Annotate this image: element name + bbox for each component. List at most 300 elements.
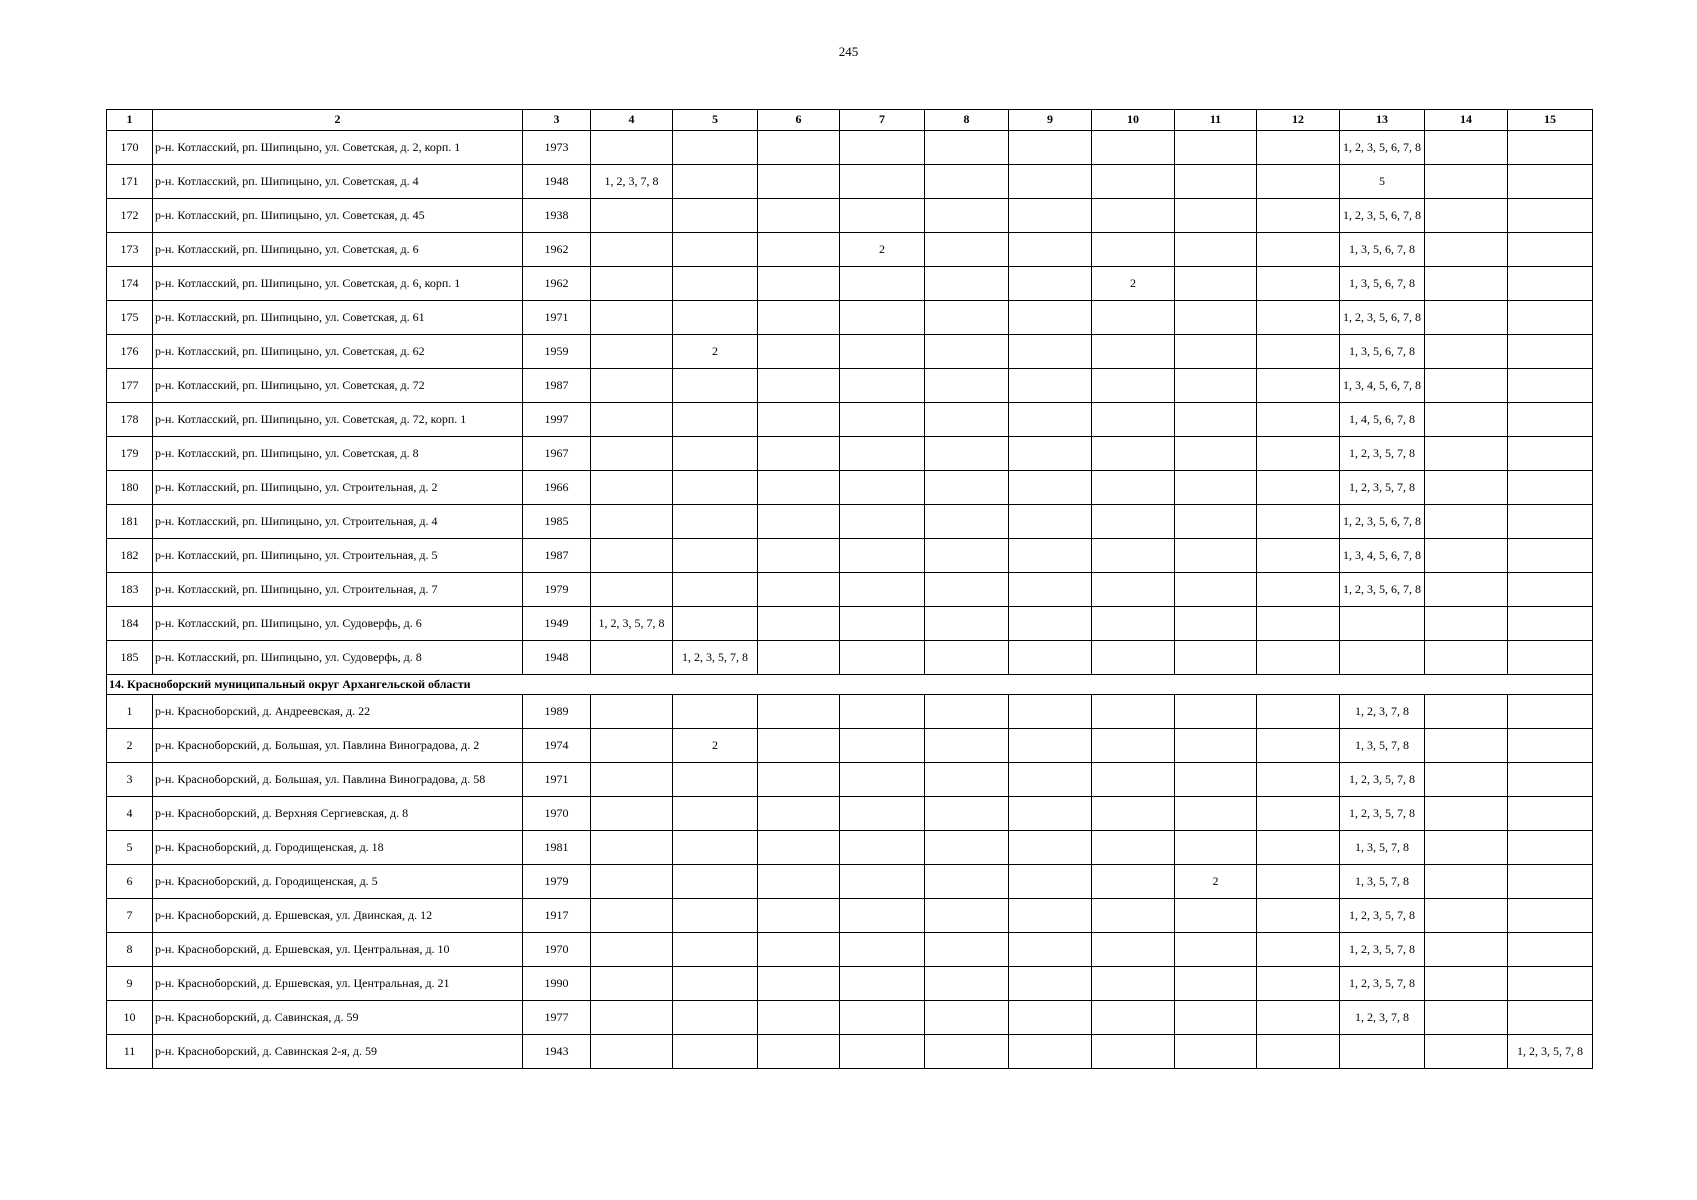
row-number-cell: 184	[107, 607, 153, 641]
column-11-cell	[1175, 967, 1257, 1001]
column-13-cell: 1, 3, 4, 5, 6, 7, 8	[1340, 539, 1425, 573]
year-cell: 1970	[523, 797, 591, 831]
column-14-cell	[1425, 607, 1508, 641]
column-13-cell: 1, 3, 5, 6, 7, 8	[1340, 233, 1425, 267]
column-11-cell	[1175, 1001, 1257, 1035]
column-4-cell	[591, 865, 673, 899]
row-number-cell: 5	[107, 831, 153, 865]
column-14-cell	[1425, 505, 1508, 539]
column-7-cell	[840, 933, 925, 967]
column-4-cell	[591, 301, 673, 335]
column-header-3: 3	[523, 110, 591, 131]
column-14-cell	[1425, 369, 1508, 403]
column-4-cell	[591, 797, 673, 831]
column-5-cell	[673, 865, 758, 899]
year-cell: 1987	[523, 369, 591, 403]
column-8-cell	[925, 1035, 1009, 1069]
column-5-cell	[673, 505, 758, 539]
year-cell: 1989	[523, 695, 591, 729]
column-11-cell	[1175, 763, 1257, 797]
column-12-cell	[1257, 267, 1340, 301]
address-cell: р-н. Красноборский, д. Ершевская, ул. Двинская, д. 12	[153, 899, 523, 933]
column-5-cell	[673, 301, 758, 335]
column-13-cell	[1340, 1035, 1425, 1069]
column-8-cell	[925, 831, 1009, 865]
column-14-cell	[1425, 199, 1508, 233]
column-8-cell	[925, 573, 1009, 607]
column-15-cell	[1508, 199, 1593, 233]
column-11-cell	[1175, 695, 1257, 729]
year-cell: 1917	[523, 899, 591, 933]
column-10-cell	[1092, 831, 1175, 865]
address-cell: р-н. Котласский, рп. Шипицыно, ул. Советская, д. 45	[153, 199, 523, 233]
column-11-cell	[1175, 933, 1257, 967]
column-14-cell	[1425, 403, 1508, 437]
column-15-cell	[1508, 831, 1593, 865]
column-15-cell	[1508, 899, 1593, 933]
column-13-cell: 1, 3, 4, 5, 6, 7, 8	[1340, 369, 1425, 403]
column-13-cell	[1340, 607, 1425, 641]
column-11-cell	[1175, 607, 1257, 641]
column-11-cell	[1175, 437, 1257, 471]
column-10-cell	[1092, 437, 1175, 471]
column-12-cell	[1257, 641, 1340, 675]
column-6-cell	[758, 403, 840, 437]
column-15-cell	[1508, 573, 1593, 607]
column-15-cell	[1508, 437, 1593, 471]
column-13-cell: 5	[1340, 165, 1425, 199]
row-number-cell: 1	[107, 695, 153, 729]
year-cell: 1997	[523, 403, 591, 437]
address-cell: р-н. Красноборский, д. Ершевская, ул. Центральная, д. 21	[153, 967, 523, 1001]
column-6-cell	[758, 233, 840, 267]
column-9-cell	[1009, 267, 1092, 301]
column-13-cell: 1, 2, 3, 5, 7, 8	[1340, 967, 1425, 1001]
table-row	[107, 335, 1593, 369]
year-cell: 1973	[523, 131, 591, 165]
column-13-cell: 1, 2, 3, 5, 6, 7, 8	[1340, 505, 1425, 539]
column-10-cell	[1092, 539, 1175, 573]
column-8-cell	[925, 437, 1009, 471]
column-6-cell	[758, 471, 840, 505]
year-cell: 1962	[523, 267, 591, 301]
column-5-cell	[673, 573, 758, 607]
row-number-cell: 185	[107, 641, 153, 675]
row-number-cell: 172	[107, 199, 153, 233]
table-row	[107, 967, 1593, 1001]
column-10-cell	[1092, 797, 1175, 831]
column-8-cell	[925, 539, 1009, 573]
row-number-cell: 178	[107, 403, 153, 437]
table-row	[107, 899, 1593, 933]
column-12-cell	[1257, 797, 1340, 831]
column-6-cell	[758, 1035, 840, 1069]
column-15-cell	[1508, 301, 1593, 335]
address-cell: р-н. Котласский, рп. Шипицыно, ул. Советская, д. 2, корп. 1	[153, 131, 523, 165]
column-8-cell	[925, 301, 1009, 335]
column-15-cell	[1508, 729, 1593, 763]
column-8-cell	[925, 471, 1009, 505]
column-8-cell	[925, 165, 1009, 199]
column-11-cell	[1175, 471, 1257, 505]
column-11-cell	[1175, 641, 1257, 675]
column-8-cell	[925, 797, 1009, 831]
year-cell: 1938	[523, 199, 591, 233]
column-8-cell	[925, 763, 1009, 797]
column-9-cell	[1009, 165, 1092, 199]
column-11-cell	[1175, 199, 1257, 233]
column-12-cell	[1257, 233, 1340, 267]
column-4-cell: 1, 2, 3, 7, 8	[591, 165, 673, 199]
column-7-cell	[840, 797, 925, 831]
column-11-cell	[1175, 165, 1257, 199]
column-13-cell: 1, 2, 3, 5, 7, 8	[1340, 437, 1425, 471]
address-cell: р-н. Котласский, рп. Шипицыно, ул. Строительная, д. 7	[153, 573, 523, 607]
column-4-cell	[591, 1035, 673, 1069]
column-13-cell: 1, 2, 3, 5, 6, 7, 8	[1340, 301, 1425, 335]
column-10-cell	[1092, 131, 1175, 165]
column-13-cell: 1, 2, 3, 5, 6, 7, 8	[1340, 131, 1425, 165]
column-9-cell	[1009, 729, 1092, 763]
column-8-cell	[925, 369, 1009, 403]
column-5-cell	[673, 131, 758, 165]
column-4-cell	[591, 695, 673, 729]
address-cell: р-н. Красноборский, д. Савинская 2-я, д. 59	[153, 1035, 523, 1069]
column-10-cell	[1092, 369, 1175, 403]
column-6-cell	[758, 505, 840, 539]
column-6-cell	[758, 729, 840, 763]
row-number-cell: 176	[107, 335, 153, 369]
column-13-cell: 1, 3, 5, 6, 7, 8	[1340, 335, 1425, 369]
column-7-cell	[840, 641, 925, 675]
column-10-cell	[1092, 933, 1175, 967]
column-11-cell: 2	[1175, 865, 1257, 899]
column-15-cell	[1508, 933, 1593, 967]
column-5-cell	[673, 403, 758, 437]
column-10-cell	[1092, 1035, 1175, 1069]
column-7-cell	[840, 695, 925, 729]
column-4-cell	[591, 1001, 673, 1035]
column-header-12: 12	[1257, 110, 1340, 131]
column-11-cell	[1175, 403, 1257, 437]
column-header-5: 5	[673, 110, 758, 131]
column-5-cell	[673, 369, 758, 403]
column-14-cell	[1425, 573, 1508, 607]
address-cell: р-н. Котласский, рп. Шипицыно, ул. Советская, д. 6	[153, 233, 523, 267]
year-cell: 1990	[523, 967, 591, 1001]
column-4-cell	[591, 369, 673, 403]
column-15-cell	[1508, 865, 1593, 899]
column-15-cell	[1508, 131, 1593, 165]
column-15-cell	[1508, 797, 1593, 831]
year-cell: 1943	[523, 1035, 591, 1069]
column-5-cell	[673, 199, 758, 233]
column-10-cell	[1092, 763, 1175, 797]
row-number-cell: 179	[107, 437, 153, 471]
column-header-6: 6	[758, 110, 840, 131]
address-cell: р-н. Котласский, рп. Шипицыно, ул. Советская, д. 72, корп. 1	[153, 403, 523, 437]
column-header-8: 8	[925, 110, 1009, 131]
address-cell: р-н. Котласский, рп. Шипицыно, ул. Советская, д. 6, корп. 1	[153, 267, 523, 301]
row-number-cell: 175	[107, 301, 153, 335]
table-row	[107, 233, 1593, 267]
column-7-cell	[840, 199, 925, 233]
column-15-cell	[1508, 539, 1593, 573]
column-9-cell	[1009, 335, 1092, 369]
column-9-cell	[1009, 403, 1092, 437]
column-7-cell	[840, 471, 925, 505]
address-cell: р-н. Котласский, рп. Шипицыно, ул. Строительная, д. 5	[153, 539, 523, 573]
column-14-cell	[1425, 967, 1508, 1001]
column-11-cell	[1175, 899, 1257, 933]
column-4-cell	[591, 403, 673, 437]
column-11-cell	[1175, 233, 1257, 267]
column-6-cell	[758, 369, 840, 403]
column-6-cell	[758, 301, 840, 335]
row-number-cell: 174	[107, 267, 153, 301]
year-cell: 1985	[523, 505, 591, 539]
column-4-cell	[591, 505, 673, 539]
column-9-cell	[1009, 471, 1092, 505]
column-9-cell	[1009, 131, 1092, 165]
column-12-cell	[1257, 539, 1340, 573]
table-row	[107, 437, 1593, 471]
column-header-2: 2	[153, 110, 523, 131]
column-11-cell	[1175, 369, 1257, 403]
column-7-cell	[840, 1035, 925, 1069]
address-cell: р-н. Котласский, рп. Шипицыно, ул. Советская, д. 61	[153, 301, 523, 335]
year-cell: 1948	[523, 165, 591, 199]
column-13-cell	[1340, 641, 1425, 675]
column-12-cell	[1257, 573, 1340, 607]
column-10-cell	[1092, 471, 1175, 505]
column-13-cell: 1, 3, 5, 7, 8	[1340, 831, 1425, 865]
column-13-cell: 1, 2, 3, 7, 8	[1340, 1001, 1425, 1035]
column-4-cell	[591, 573, 673, 607]
column-5-cell: 1, 2, 3, 5, 7, 8	[673, 641, 758, 675]
column-12-cell	[1257, 199, 1340, 233]
table-row	[107, 729, 1593, 763]
address-cell: р-н. Красноборский, д. Большая, ул. Павлина Виноградова, д. 2	[153, 729, 523, 763]
column-14-cell	[1425, 797, 1508, 831]
column-9-cell	[1009, 301, 1092, 335]
column-9-cell	[1009, 233, 1092, 267]
column-6-cell	[758, 131, 840, 165]
column-11-cell	[1175, 729, 1257, 763]
column-14-cell	[1425, 641, 1508, 675]
column-14-cell	[1425, 335, 1508, 369]
column-5-cell	[673, 267, 758, 301]
column-13-cell: 1, 2, 3, 7, 8	[1340, 695, 1425, 729]
column-12-cell	[1257, 1001, 1340, 1035]
column-9-cell	[1009, 539, 1092, 573]
column-14-cell	[1425, 1035, 1508, 1069]
column-7-cell	[840, 831, 925, 865]
column-12-cell	[1257, 471, 1340, 505]
column-5-cell	[673, 695, 758, 729]
column-10-cell: 2	[1092, 267, 1175, 301]
row-number-cell: 170	[107, 131, 153, 165]
column-header-14: 14	[1425, 110, 1508, 131]
column-5-cell	[673, 539, 758, 573]
row-number-cell: 171	[107, 165, 153, 199]
column-10-cell	[1092, 1001, 1175, 1035]
column-5-cell	[673, 763, 758, 797]
column-14-cell	[1425, 267, 1508, 301]
column-14-cell	[1425, 729, 1508, 763]
column-13-cell: 1, 2, 3, 5, 7, 8	[1340, 471, 1425, 505]
address-cell: р-н. Котласский, рп. Шипицыно, ул. Советская, д. 62	[153, 335, 523, 369]
column-13-cell: 1, 3, 5, 7, 8	[1340, 729, 1425, 763]
column-6-cell	[758, 865, 840, 899]
column-5-cell: 2	[673, 335, 758, 369]
column-5-cell	[673, 233, 758, 267]
column-6-cell	[758, 437, 840, 471]
column-9-cell	[1009, 933, 1092, 967]
column-12-cell	[1257, 301, 1340, 335]
row-number-cell: 173	[107, 233, 153, 267]
column-header-13: 13	[1340, 110, 1425, 131]
table-row	[107, 539, 1593, 573]
column-6-cell	[758, 763, 840, 797]
column-8-cell	[925, 899, 1009, 933]
year-cell: 1967	[523, 437, 591, 471]
column-8-cell	[925, 729, 1009, 763]
column-8-cell	[925, 607, 1009, 641]
column-4-cell	[591, 967, 673, 1001]
address-cell: р-н. Красноборский, д. Верхняя Сергиевская, д. 8	[153, 797, 523, 831]
column-13-cell: 1, 2, 3, 5, 7, 8	[1340, 933, 1425, 967]
column-10-cell	[1092, 233, 1175, 267]
column-11-cell	[1175, 131, 1257, 165]
address-cell: р-н. Котласский, рп. Шипицыно, ул. Советская, д. 72	[153, 369, 523, 403]
table-row	[107, 831, 1593, 865]
column-7-cell	[840, 403, 925, 437]
column-13-cell: 1, 2, 3, 5, 7, 8	[1340, 797, 1425, 831]
row-number-cell: 8	[107, 933, 153, 967]
column-4-cell: 1, 2, 3, 5, 7, 8	[591, 607, 673, 641]
column-8-cell	[925, 505, 1009, 539]
column-5-cell	[673, 797, 758, 831]
column-14-cell	[1425, 899, 1508, 933]
column-11-cell	[1175, 267, 1257, 301]
address-cell: р-н. Котласский, рп. Шипицыно, ул. Советская, д. 4	[153, 165, 523, 199]
table-row	[107, 1035, 1593, 1069]
column-5-cell	[673, 899, 758, 933]
registry-table	[106, 109, 1593, 1069]
column-7-cell	[840, 437, 925, 471]
column-11-cell	[1175, 831, 1257, 865]
address-cell: р-н. Красноборский, д. Большая, ул. Павлина Виноградова, д. 58	[153, 763, 523, 797]
column-4-cell	[591, 933, 673, 967]
table-row	[107, 573, 1593, 607]
column-12-cell	[1257, 899, 1340, 933]
column-14-cell	[1425, 865, 1508, 899]
column-4-cell	[591, 471, 673, 505]
column-7-cell	[840, 165, 925, 199]
column-15-cell	[1508, 695, 1593, 729]
column-12-cell	[1257, 865, 1340, 899]
column-9-cell	[1009, 865, 1092, 899]
address-cell: р-н. Красноборский, д. Ершевская, ул. Центральная, д. 10	[153, 933, 523, 967]
column-header-4: 4	[591, 110, 673, 131]
row-number-cell: 10	[107, 1001, 153, 1035]
table-row	[107, 933, 1593, 967]
table-row	[107, 471, 1593, 505]
column-11-cell	[1175, 335, 1257, 369]
column-8-cell	[925, 131, 1009, 165]
column-12-cell	[1257, 695, 1340, 729]
column-4-cell	[591, 763, 673, 797]
column-10-cell	[1092, 967, 1175, 1001]
column-15-cell	[1508, 763, 1593, 797]
column-14-cell	[1425, 695, 1508, 729]
column-6-cell	[758, 797, 840, 831]
row-number-cell: 6	[107, 865, 153, 899]
column-5-cell	[673, 607, 758, 641]
address-cell: р-н. Котласский, рп. Шипицыно, ул. Судоверфь, д. 8	[153, 641, 523, 675]
table-row	[107, 607, 1593, 641]
column-6-cell	[758, 607, 840, 641]
column-10-cell	[1092, 695, 1175, 729]
column-7-cell	[840, 865, 925, 899]
column-header-1: 1	[107, 110, 153, 131]
column-9-cell	[1009, 797, 1092, 831]
column-12-cell	[1257, 437, 1340, 471]
column-6-cell	[758, 933, 840, 967]
column-15-cell: 1, 2, 3, 5, 7, 8	[1508, 1035, 1593, 1069]
column-12-cell	[1257, 505, 1340, 539]
year-cell: 1979	[523, 865, 591, 899]
year-cell: 1987	[523, 539, 591, 573]
column-12-cell	[1257, 967, 1340, 1001]
column-9-cell	[1009, 641, 1092, 675]
column-8-cell	[925, 199, 1009, 233]
column-header-10: 10	[1092, 110, 1175, 131]
column-13-cell: 1, 2, 3, 5, 6, 7, 8	[1340, 573, 1425, 607]
column-9-cell	[1009, 607, 1092, 641]
column-14-cell	[1425, 1001, 1508, 1035]
column-6-cell	[758, 573, 840, 607]
column-13-cell: 1, 4, 5, 6, 7, 8	[1340, 403, 1425, 437]
column-11-cell	[1175, 539, 1257, 573]
table-row	[107, 763, 1593, 797]
column-12-cell	[1257, 403, 1340, 437]
table-row	[107, 301, 1593, 335]
year-cell: 1977	[523, 1001, 591, 1035]
column-4-cell	[591, 729, 673, 763]
column-12-cell	[1257, 729, 1340, 763]
column-11-cell	[1175, 301, 1257, 335]
column-8-cell	[925, 865, 1009, 899]
column-4-cell	[591, 899, 673, 933]
table-row	[107, 199, 1593, 233]
year-cell: 1949	[523, 607, 591, 641]
column-6-cell	[758, 831, 840, 865]
column-9-cell	[1009, 763, 1092, 797]
column-10-cell	[1092, 865, 1175, 899]
row-number-cell: 7	[107, 899, 153, 933]
column-14-cell	[1425, 471, 1508, 505]
column-header-7: 7	[840, 110, 925, 131]
column-7-cell	[840, 369, 925, 403]
column-5-cell	[673, 1035, 758, 1069]
row-number-cell: 9	[107, 967, 153, 1001]
column-8-cell	[925, 233, 1009, 267]
column-12-cell	[1257, 933, 1340, 967]
column-8-cell	[925, 267, 1009, 301]
column-7-cell	[840, 267, 925, 301]
